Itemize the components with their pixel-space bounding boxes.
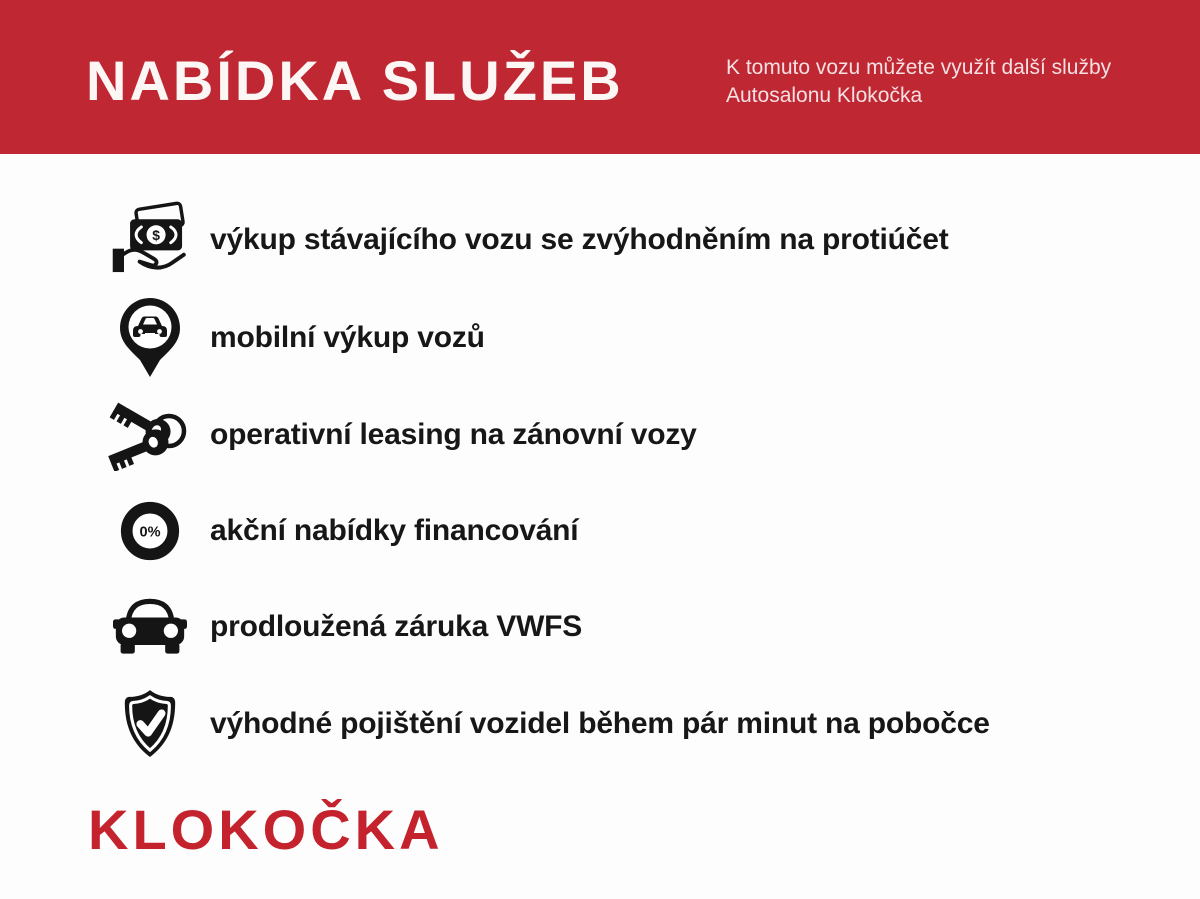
- header-band: [0, 0, 1200, 154]
- service-row-leasing: [104, 393, 697, 477]
- service-row-mobile-buyout: [104, 296, 485, 380]
- shield-check-icon: [104, 682, 196, 766]
- car-front-icon: [104, 585, 196, 669]
- car-keys-icon: [104, 393, 196, 477]
- service-row-insurance: [104, 682, 990, 766]
- service-label: mobilní výkup vozů: [210, 321, 485, 354]
- car-location-pin-icon: [104, 296, 196, 380]
- page-title: NABÍDKA SLUŽEB: [86, 49, 624, 112]
- service-row-trade-in: [104, 198, 949, 282]
- zero-percent-icon: [104, 489, 196, 573]
- service-row-warranty: [104, 585, 582, 669]
- service-label: výhodné pojištění vozidel během pár minut na pobočce: [210, 707, 990, 740]
- zero-percent-label: 0%: [139, 524, 161, 541]
- klokocka-logo: KLOKOČKA: [88, 798, 444, 861]
- service-label: výkup stávajícího vozu se zvýhodněním na protiúčet: [210, 223, 949, 256]
- service-label: akční nabídky financování: [210, 514, 579, 547]
- service-row-financing: [104, 489, 578, 573]
- service-label: operativní leasing na zánovní vozy: [210, 418, 697, 451]
- header-subtitle-line1: K tomuto vozu můžete využít další služby: [726, 56, 1112, 79]
- svg-text:$: $: [152, 227, 160, 243]
- header-subtitle-line2: Autosalonu Klokočka: [726, 84, 923, 107]
- service-label: prodloužená záruka VWFS: [210, 610, 583, 643]
- cash-in-hand-icon: [104, 198, 196, 282]
- header-subtitle: [726, 54, 1111, 110]
